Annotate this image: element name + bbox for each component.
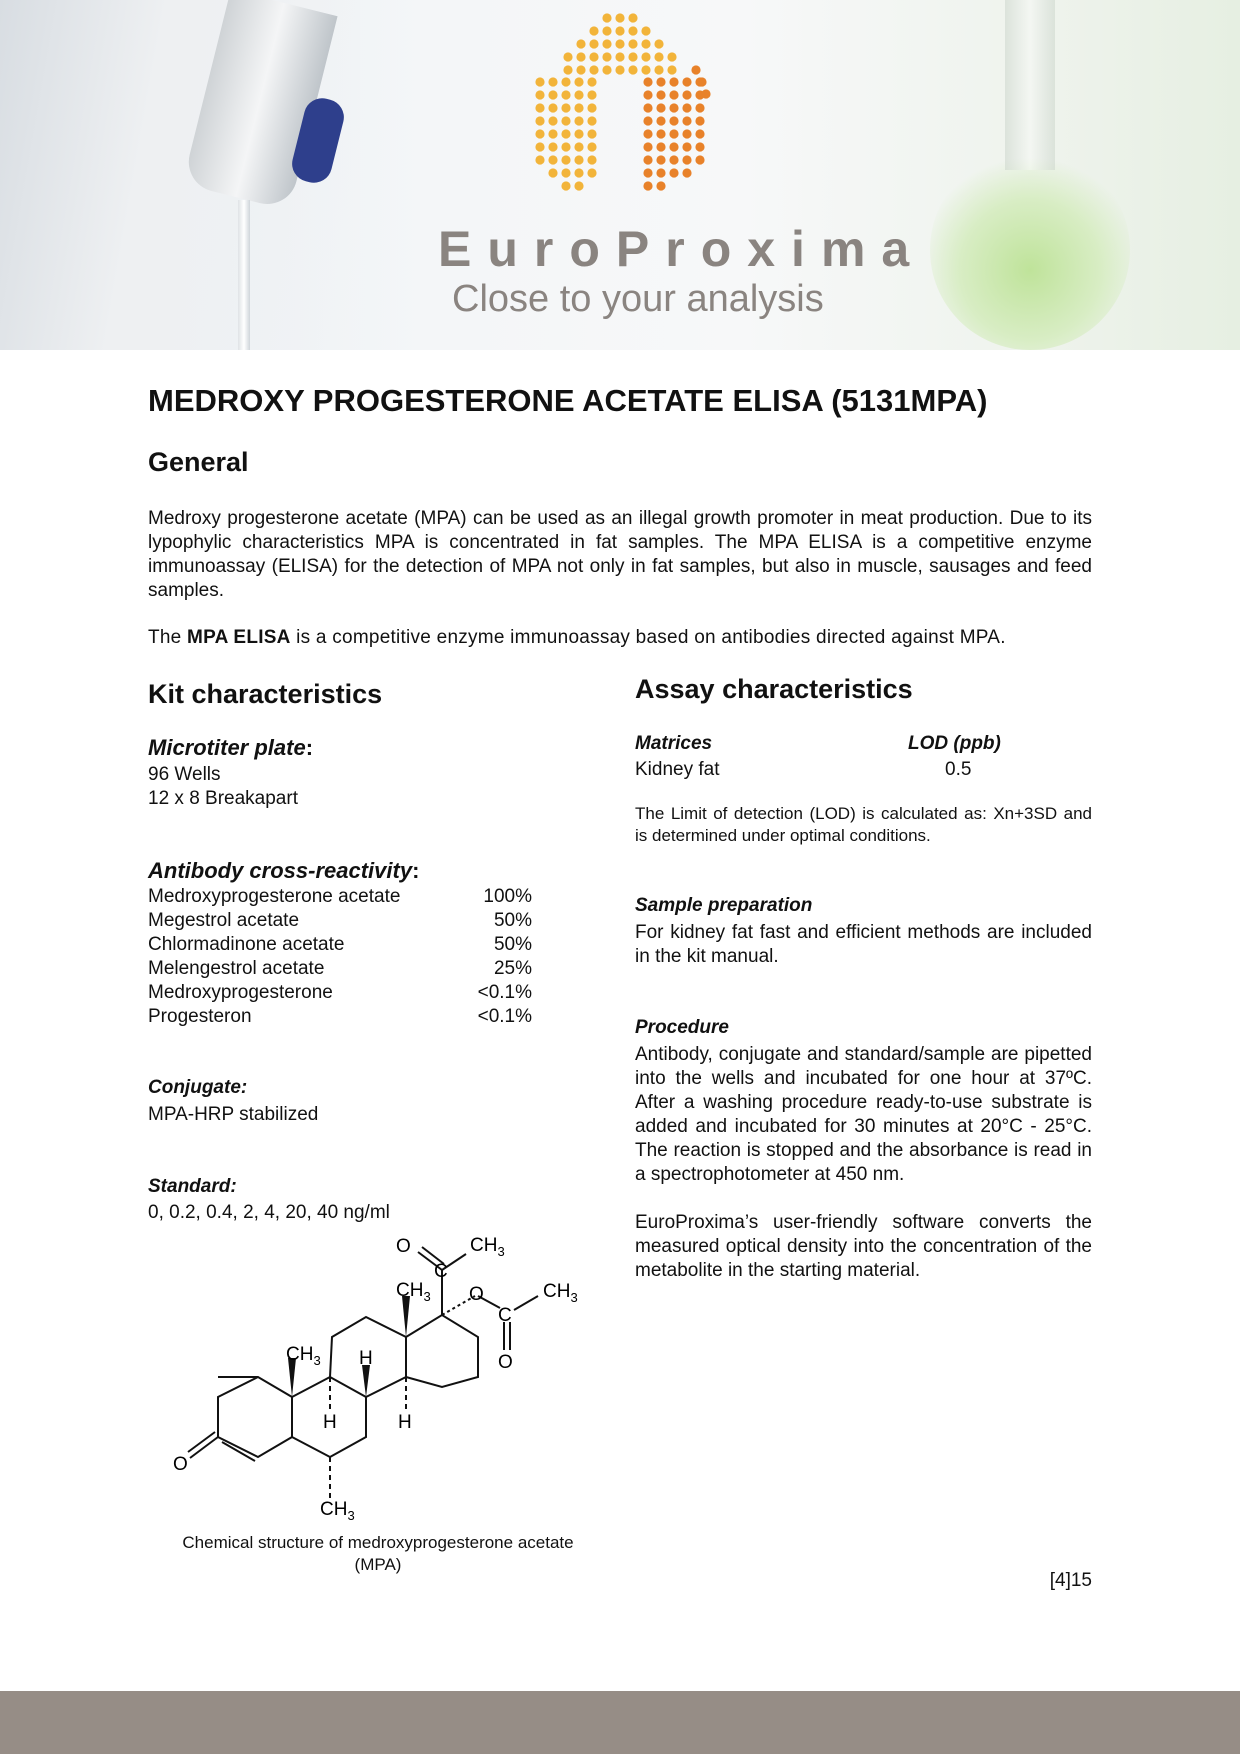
logo-dot — [656, 116, 665, 125]
logo-dot — [574, 142, 583, 151]
label-ch3: $CH_3$ — [286, 1344, 321, 1368]
logo-dot — [643, 155, 652, 164]
cross-row-name: Progesteron — [148, 1006, 252, 1027]
logo-dot — [589, 52, 598, 61]
logo-dot — [602, 65, 611, 74]
document-title: MEDROXY PROGESTERONE ACETATE ELISA (5131MPA) — [148, 383, 988, 418]
cross-row-name: Medroxyprogesterone — [148, 982, 333, 1003]
logo-dot — [576, 39, 585, 48]
logo-dot — [695, 155, 704, 164]
logo-dot — [576, 52, 585, 61]
logo-dot — [563, 65, 572, 74]
logo-dot — [587, 103, 596, 112]
conjugate-label: Conjugate: — [148, 1077, 248, 1098]
logo-dot — [587, 129, 596, 138]
logo-dot — [656, 77, 665, 86]
logo-dot — [574, 155, 583, 164]
microtiter-label — [148, 736, 313, 762]
cross-row-value: <0.1% — [477, 982, 532, 1003]
logo-dot — [691, 65, 700, 74]
para2-prefix: The — [148, 627, 188, 648]
logo-dot — [548, 116, 557, 125]
logo-dot — [548, 103, 557, 112]
label-c: C — [434, 1261, 448, 1282]
logo-dot — [587, 168, 596, 177]
logo-dot — [643, 142, 652, 151]
logo-dot — [641, 65, 650, 74]
structure-caption-1: Chemical structure of medroxyprogesterone acetate — [182, 1533, 574, 1552]
logo-dot — [574, 181, 583, 190]
assay-heading: Assay characteristics — [635, 674, 913, 704]
logo-dot — [548, 129, 557, 138]
logo-dot — [641, 26, 650, 35]
logo-dot — [563, 52, 572, 61]
logo-dot — [695, 129, 704, 138]
logo-dot — [669, 103, 678, 112]
logo-dot — [548, 168, 557, 177]
logo-dot — [535, 116, 544, 125]
label-c: C — [498, 1305, 512, 1326]
logo-dot — [641, 39, 650, 48]
microtiter-colon: : — [305, 735, 314, 760]
microtiter-line-2: 12 x 8 Breakapart — [148, 788, 298, 809]
logo-dot — [615, 26, 624, 35]
logo-dot — [587, 142, 596, 151]
cross-row-value: 50% — [493, 934, 532, 955]
lod-label: LOD (ppb) — [908, 733, 1001, 754]
logo-dot — [682, 90, 691, 99]
logo-dot — [561, 116, 570, 125]
logo-dot — [561, 142, 570, 151]
lod-note: The Limit of detection (LOD) is calculated as: Xn+3SD and is determined under optimal conditions. — [635, 804, 1092, 845]
label-o: O — [396, 1236, 411, 1257]
logo-dot — [535, 155, 544, 164]
para2-bold: MPA ELISA — [187, 627, 291, 648]
logo-dot — [535, 90, 544, 99]
standard-value: 0, 0.2, 0.4, 2, 4, 20, 40 ng/ml — [148, 1202, 390, 1223]
standard-label: Standard: — [148, 1176, 237, 1197]
mpa-structure-diagram — [160, 1230, 610, 1520]
logo-dot — [654, 39, 663, 48]
cross-row-name: Melengestrol acetate — [148, 958, 325, 979]
logo-dot — [574, 90, 583, 99]
logo-dot — [695, 142, 704, 151]
logo-dot — [656, 155, 665, 164]
logo-dot — [587, 116, 596, 125]
logo-dot — [535, 103, 544, 112]
conjugate-value: MPA-HRP stabilized — [148, 1104, 319, 1125]
page-number: [4]15 — [1049, 1570, 1092, 1591]
logo-dot — [561, 155, 570, 164]
label-ch3: $CH_3$ — [320, 1499, 355, 1520]
logo-dot — [656, 103, 665, 112]
antibody-colon: : — [412, 858, 420, 883]
general-heading: General — [148, 447, 249, 477]
logo-dot — [667, 52, 676, 61]
logo-dot — [628, 52, 637, 61]
logo-dot — [574, 103, 583, 112]
logo-dot — [669, 116, 678, 125]
logo-dot — [669, 155, 678, 164]
logo-dot — [628, 26, 637, 35]
matrices-label: Matrices — [635, 733, 713, 754]
header-banner — [0, 0, 1240, 350]
logo-dot — [656, 129, 665, 138]
logo-dot — [643, 168, 652, 177]
logo-dot — [643, 116, 652, 125]
logo-dot — [682, 77, 691, 86]
logo-dot — [576, 65, 585, 74]
cross-row-value: 100% — [483, 886, 532, 907]
logo-dot — [574, 168, 583, 177]
logo-dot — [602, 26, 611, 35]
logo-dot — [669, 129, 678, 138]
microtiter-line-1: 96 Wells — [148, 764, 221, 785]
logo-dot — [695, 116, 704, 125]
sample-prep-label: Sample preparation — [635, 895, 813, 916]
logo-dot — [615, 52, 624, 61]
cross-row-name: Medroxyprogesterone acetate — [148, 886, 401, 907]
procedure-text-2: EuroProxima’s user-friendly software converts the measured optical density into the concentration of the metabolite in the starting material. — [635, 1212, 1092, 1281]
logo-dot — [548, 90, 557, 99]
logo-dot — [615, 13, 624, 22]
logo-dot — [643, 77, 652, 86]
cross-row-name: Chlormadinone acetate — [148, 934, 345, 955]
label-o: O — [498, 1352, 513, 1373]
logo-dot — [561, 129, 570, 138]
logo-dot — [682, 116, 691, 125]
logo-dot — [587, 77, 596, 86]
logo-dot — [589, 39, 598, 48]
general-paragraph-1: Medroxy progesterone acetate (MPA) can be used as an illegal growth promoter in meat production. Due to its lypophylic characteristics MPA is concentrated in fat samples. The MPA ELISA is a competitive enzyme immunoassay (ELISA) for the detection of MPA not only in fat samples, but also in muscle, sausages and feed samples. — [148, 508, 1092, 601]
logo-dot — [602, 52, 611, 61]
footer-bar — [0, 1691, 1240, 1754]
logo-dot — [643, 103, 652, 112]
label-h: H — [323, 1412, 337, 1433]
logo-dot — [628, 65, 637, 74]
label-h: H — [359, 1348, 373, 1369]
kit-heading: Kit characteristics — [148, 679, 383, 709]
logo-dot — [669, 90, 678, 99]
para2-suffix: is a competitive enzyme immunoassay based on antibodies directed against MPA. — [290, 627, 1006, 648]
logo-dot — [643, 181, 652, 190]
label-ch3: $CH_3$ — [470, 1235, 505, 1259]
logo-dot — [701, 89, 710, 98]
logo-dot — [561, 103, 570, 112]
logo-dot — [628, 13, 637, 22]
logo-dot — [574, 77, 583, 86]
logo-dot — [682, 155, 691, 164]
label-ch3: $CH_3$ — [543, 1281, 578, 1305]
microtiter-label-text: Microtiter plate — [148, 735, 306, 760]
logo-dot — [669, 168, 678, 177]
antibody-label-text: Antibody cross-reactivity — [148, 858, 413, 883]
logo-dot — [548, 142, 557, 151]
logo-dot — [587, 155, 596, 164]
cross-row-value: 50% — [493, 910, 532, 931]
logo-dot — [656, 142, 665, 151]
label-ch3: $CH_3$ — [396, 1280, 431, 1304]
cross-row-value: 25% — [493, 958, 532, 979]
logo-dot — [695, 103, 704, 112]
logo-dot — [561, 77, 570, 86]
logo-dot — [643, 129, 652, 138]
label-o: O — [469, 1284, 484, 1305]
logo-dot — [656, 168, 665, 177]
logo-dot — [615, 65, 624, 74]
logo-dot — [656, 181, 665, 190]
logo-dot — [535, 129, 544, 138]
structure-caption-2: (MPA) — [354, 1555, 402, 1574]
matrix-value: Kidney fat — [635, 759, 720, 780]
logo-dot — [602, 13, 611, 22]
logo-dot — [589, 65, 598, 74]
logo-dot — [535, 142, 544, 151]
logo-dot — [682, 103, 691, 112]
logo-dot — [587, 90, 596, 99]
lod-value: 0.5 — [945, 759, 972, 780]
sample-prep-text: For kidney fat fast and efficient methods are included in the kit manual. — [635, 922, 1092, 967]
procedure-text: Antibody, conjugate and standard/sample are pipetted into the wells and incubated for one hour at 37ºC. After a washing procedure ready-to-use substrate is added and incubated for 30 minutes at 20°C - 25°C. The reaction is stopped and the absorbance is read in a spectrophotometer at 450 nm. — [635, 1044, 1092, 1185]
logo-dot — [682, 142, 691, 151]
logo-dot — [641, 52, 650, 61]
brand-name: EuroProxima — [438, 221, 926, 277]
logo-dot — [574, 129, 583, 138]
logo-dot — [561, 90, 570, 99]
procedure-label: Procedure — [635, 1017, 729, 1038]
logo-dot — [667, 65, 676, 74]
logo-dot — [615, 39, 624, 48]
logo-dot — [654, 52, 663, 61]
logo-dot — [561, 168, 570, 177]
cross-row-value: <0.1% — [477, 1006, 532, 1027]
logo-dot — [669, 77, 678, 86]
logo-dot — [654, 65, 663, 74]
label-o: O — [173, 1454, 188, 1475]
logo-dot — [535, 77, 544, 86]
logo-dot — [697, 77, 706, 86]
logo-dot — [561, 181, 570, 190]
logo-dot — [548, 155, 557, 164]
logo-dot — [548, 77, 557, 86]
logo-dot — [682, 129, 691, 138]
label-h: H — [398, 1412, 412, 1433]
brand-tagline: Close to your analysis — [452, 278, 824, 320]
cross-row-name: Megestrol acetate — [148, 910, 300, 931]
logo-dot — [682, 168, 691, 177]
general-paragraph-2 — [148, 626, 1092, 650]
antibody-label — [148, 859, 419, 885]
logo-dot — [656, 90, 665, 99]
logo-dot — [602, 39, 611, 48]
logo-dot — [628, 39, 637, 48]
logo-dot — [643, 90, 652, 99]
logo-dot — [669, 142, 678, 151]
logo-dot — [574, 116, 583, 125]
logo-dot — [589, 26, 598, 35]
